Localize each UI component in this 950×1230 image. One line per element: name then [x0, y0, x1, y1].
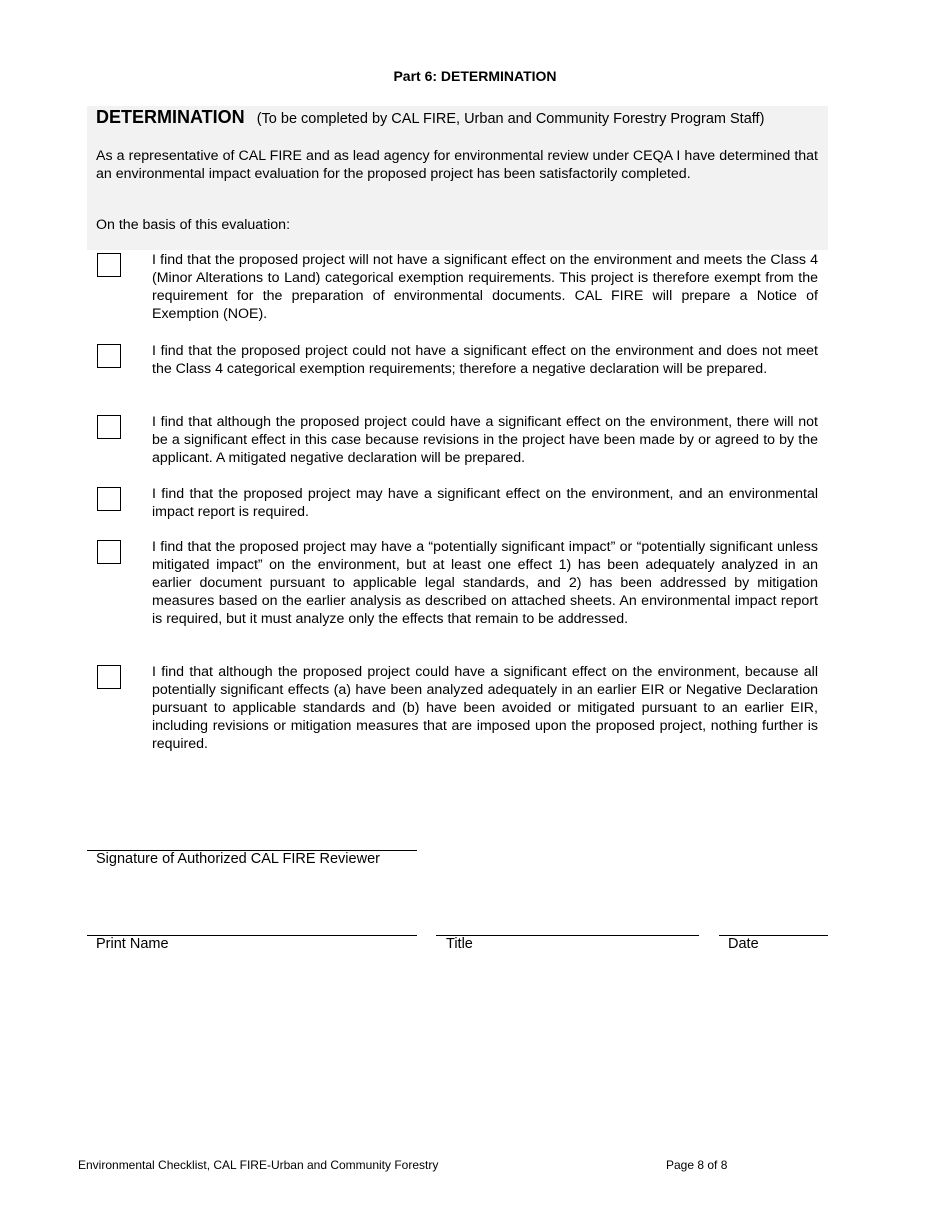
- signature-label: Signature of Authorized CAL FIRE Reviewer: [96, 851, 380, 867]
- option-3-text: I find that although the proposed project could have a significant effect on the environment, there will not be a significant effect in this case because revisions in the project have been made by or agreed to by the applicant. A mitigated negative declaration will be prepared.: [152, 414, 818, 466]
- option-1-checkbox[interactable]: [97, 253, 121, 277]
- option-5-checkbox[interactable]: [97, 540, 121, 564]
- option-2-checkbox[interactable]: [97, 344, 121, 368]
- page-title: Part 6: DETERMINATION: [393, 68, 557, 84]
- option-4-checkbox[interactable]: [97, 487, 121, 511]
- determination-basis: On the basis of this evaluation:: [96, 217, 291, 233]
- option-6-text: I find that although the proposed project could have a significant effect on the environment, because all potentially significant effects (a) have been analyzed adequately in an earlier EIR or Negative Declaration pursuant to applicable standards and (b) have been avoided or mitigated pursuant to an earlier EIR, including revisions or mitigation measures that are imposed upon the proposed project, nothing further is required.: [152, 664, 818, 752]
- footer-document-name: Environmental Checklist, CAL FIRE-Urban and Community Forestry: [78, 1158, 439, 1172]
- option-2-text: I find that the proposed project could not have a significant effect on the environment and does not meet the Class 4 categorical exemption requirements; therefore a negative declaration will be prepared.: [152, 343, 818, 377]
- footer-page-number: Page 8 of 8: [666, 1158, 728, 1172]
- title-line[interactable]: [436, 935, 699, 936]
- determination-header: [96, 107, 764, 128]
- title-label: Title: [446, 936, 473, 952]
- option-1-text: I find that the proposed project will not have a significant effect on the environment and meets the Class 4 (Minor Alterations to Land) categorical exemption requirements. This project is therefore exempt from the requirement for the preparation of environmental documents. CAL FIRE will prepare a Notice of Exemption (NOE).: [152, 252, 818, 322]
- determination-heading: DETERMINATION: [96, 107, 245, 127]
- option-5-text: I find that the proposed project may have a “potentially significant impact” or “potentially significant unless mitigated impact” on the environment, but at least one effect 1) has been adequately analyzed in an earlier document pursuant to applicable legal standards, and 2) has been addressed by mitigation measures based on the earlier analysis as described on attached sheets. An environmental impact report is required, but it must analyze only the effects that remain to be addressed.: [152, 539, 818, 627]
- option-3-checkbox[interactable]: [97, 415, 121, 439]
- determination-intro: As a representative of CAL FIRE and as lead agency for environmental review under CEQA I have determined that an environmental impact evaluation for the proposed project has been satisfactorily completed.: [96, 148, 818, 182]
- option-6-checkbox[interactable]: [97, 665, 121, 689]
- determination-subheading: (To be completed by CAL FIRE, Urban and Community Forestry Program Staff): [256, 111, 765, 127]
- option-4-text: I find that the proposed project may have a significant effect on the environment, and an environmental impact report is required.: [152, 486, 818, 520]
- date-label: Date: [728, 936, 759, 952]
- print-name-label: Print Name: [96, 936, 169, 952]
